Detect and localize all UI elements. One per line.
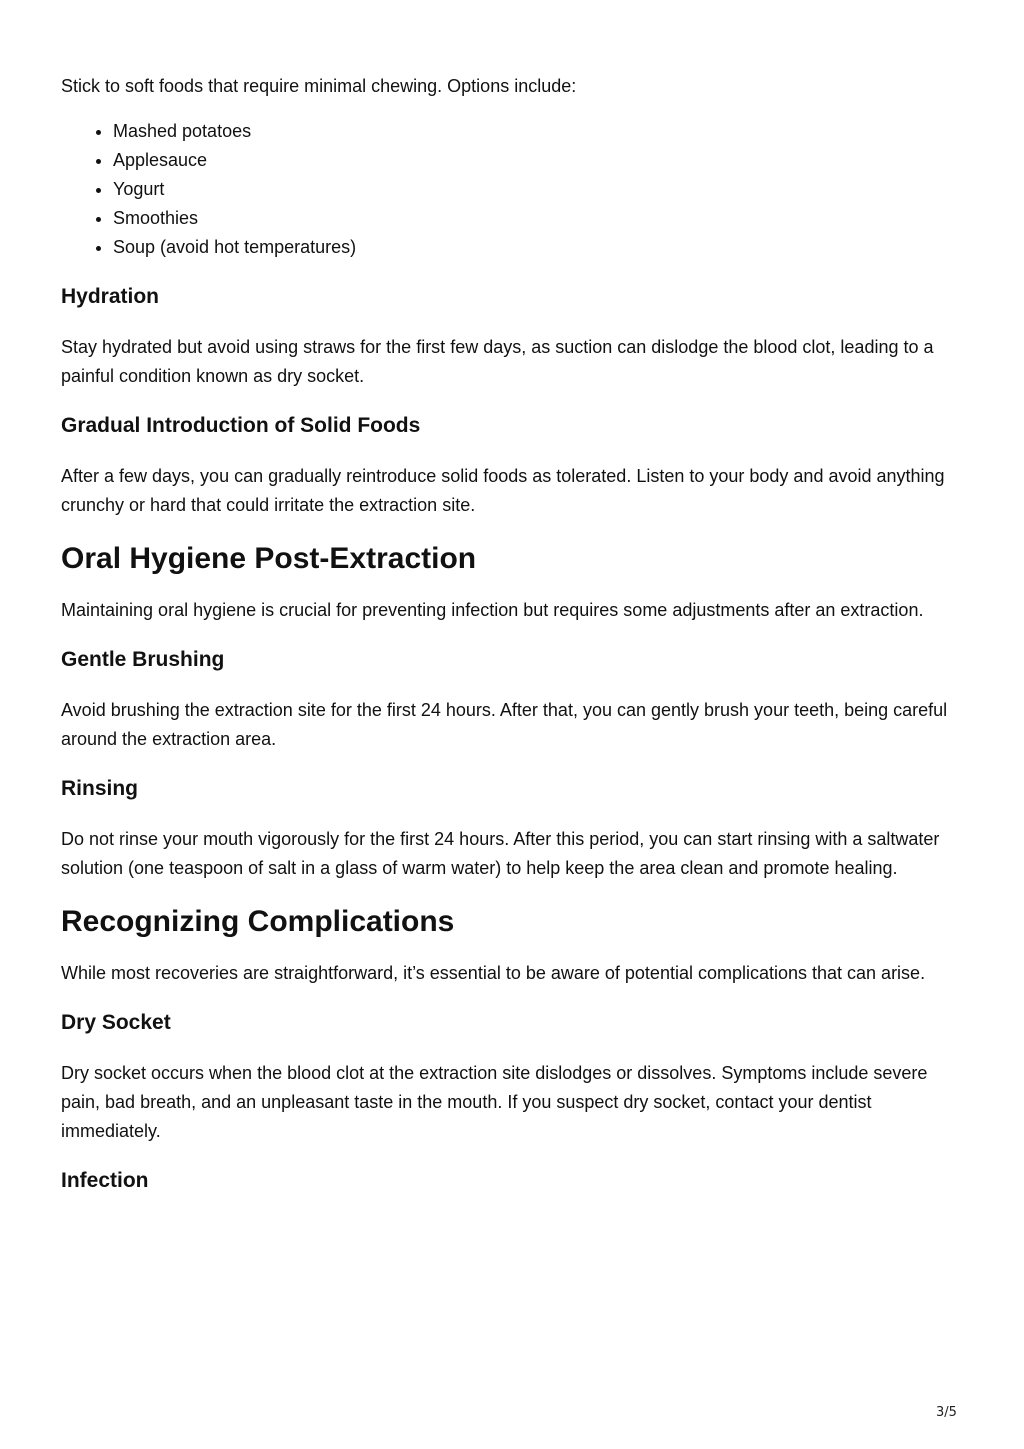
solid-foods-heading: Gradual Introduction of Solid Foods <box>61 414 421 437</box>
complications-paragraph: While most recoveries are straightforward, it’s essential to be aware of potential complications that can arise. <box>61 963 926 983</box>
intro-paragraph: Stick to soft foods that require minimal chewing. Options include: <box>61 76 577 96</box>
list-item: • Smoothies <box>113 204 966 233</box>
gentle-brushing-heading: Gentle Brushing <box>61 648 225 671</box>
rinsing-heading: Rinsing <box>61 777 138 800</box>
dry-socket-paragraph: Dry socket occurs when the blood clot at the extraction site dislodges or dissolves. Symptoms include severe pain, bad breath, and an unpleasant taste in the mouth. If you suspect dry socket, contact your dentist immediately. <box>61 1063 928 1141</box>
hydration-heading: Hydration <box>61 285 160 308</box>
list-item: • Mashed potatoes <box>113 117 966 146</box>
list-item: • Yogurt <box>113 175 966 204</box>
list-item: • Applesauce <box>113 146 966 175</box>
page-number: 3/5 <box>936 1405 957 1420</box>
document-page <box>61 72 966 1195</box>
rinsing-paragraph: Do not rinse your mouth vigorously for the first 24 hours. After this period, you can start rinsing with a saltwater solution (one teaspoon of salt in a glass of warm water) to help keep the area clean and promote healing. <box>61 829 940 878</box>
soft-foods-list <box>61 117 966 262</box>
solid-foods-paragraph: After a few days, you can gradually reintroduce solid foods as tolerated. Listen to your body and avoid anything crunchy or hard that could irritate the extraction site. <box>61 466 945 515</box>
hydration-paragraph: Stay hydrated but avoid using straws for the first few days, as suction can dislodge the blood clot, leading to a painful condition known as dry socket. <box>61 337 934 386</box>
infection-heading: Infection <box>61 1169 149 1192</box>
oral-hygiene-heading: Oral Hygiene Post-Extraction <box>61 542 477 575</box>
gentle-brushing-paragraph: Avoid brushing the extraction site for the first 24 hours. After that, you can gently brush your teeth, being careful around the extraction area. <box>61 700 948 749</box>
dry-socket-heading: Dry Socket <box>61 1011 171 1034</box>
complications-heading: Recognizing Complications <box>61 905 455 938</box>
list-item: • Soup (avoid hot temperatures) <box>113 233 966 262</box>
oral-hygiene-paragraph: Maintaining oral hygiene is crucial for preventing infection but requires some adjustments after an extraction. <box>61 600 924 620</box>
